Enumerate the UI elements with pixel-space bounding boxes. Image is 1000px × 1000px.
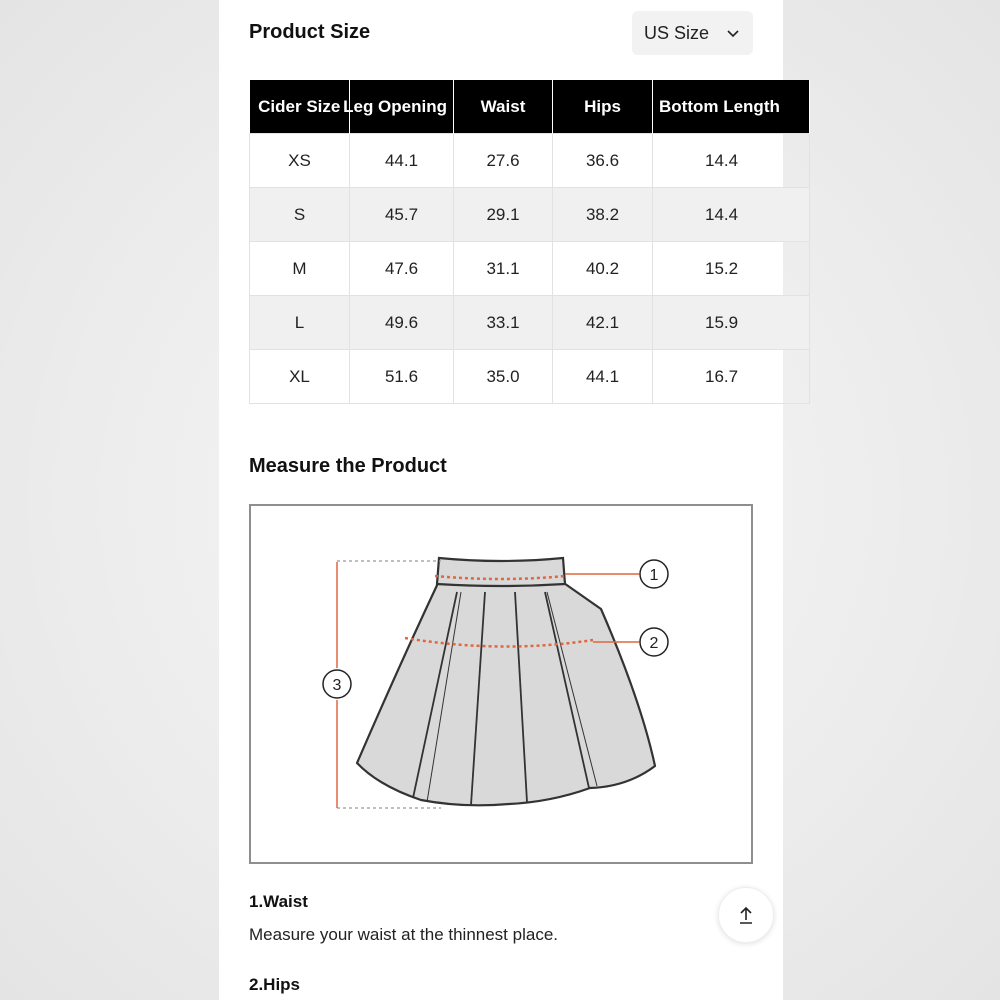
table-cell: M bbox=[250, 242, 350, 296]
size-unit-select[interactable] bbox=[632, 11, 753, 55]
table-cell: 15.9 bbox=[653, 296, 810, 350]
marker-1: 1 bbox=[649, 567, 659, 584]
skirt-illustration bbox=[251, 506, 751, 862]
chevron-down-icon bbox=[725, 25, 741, 41]
size-table-header bbox=[250, 80, 810, 134]
table-cell: XL bbox=[250, 350, 350, 404]
table-cell: 15.2 bbox=[653, 242, 810, 296]
marker-3: 3 bbox=[332, 677, 342, 694]
table-cell: 36.6 bbox=[553, 134, 653, 188]
product-size-title: Product Size bbox=[249, 21, 371, 43]
measure-diagram bbox=[249, 504, 753, 864]
column-header: Leg Opening bbox=[350, 80, 454, 134]
table-cell: 14.4 bbox=[653, 134, 810, 188]
size-table bbox=[249, 80, 810, 404]
table-cell: 38.2 bbox=[553, 188, 653, 242]
table-cell: L bbox=[250, 296, 350, 350]
table-cell: 47.6 bbox=[350, 242, 454, 296]
table-cell: 51.6 bbox=[350, 350, 454, 404]
column-header: Hips bbox=[553, 80, 653, 134]
table-cell: 49.6 bbox=[350, 296, 454, 350]
table-cell: 35.0 bbox=[454, 350, 553, 404]
measure-title: Measure the Product bbox=[249, 455, 447, 477]
table-cell: 42.1 bbox=[553, 296, 653, 350]
table-row bbox=[250, 188, 810, 242]
table-cell: 33.1 bbox=[454, 296, 553, 350]
table-cell: 44.1 bbox=[350, 134, 454, 188]
table-row bbox=[250, 296, 810, 350]
table-cell: 16.7 bbox=[653, 350, 810, 404]
table-cell: XS bbox=[250, 134, 350, 188]
waist-title: 1.Waist bbox=[249, 892, 308, 911]
table-row bbox=[250, 350, 810, 404]
column-header: Waist bbox=[454, 80, 553, 134]
marker-2: 2 bbox=[649, 635, 659, 652]
size-guide-panel bbox=[219, 0, 783, 1000]
table-cell: 27.6 bbox=[454, 134, 553, 188]
waist-description: Measure your waist at the thinnest place. bbox=[249, 925, 558, 944]
skirt-waistband bbox=[437, 558, 565, 586]
column-header: Cider Size bbox=[250, 80, 350, 134]
table-cell: S bbox=[250, 188, 350, 242]
table-cell: 14.4 bbox=[653, 188, 810, 242]
table-cell: 40.2 bbox=[553, 242, 653, 296]
arrow-up-icon bbox=[735, 904, 757, 926]
size-unit-selected: US Size bbox=[644, 22, 710, 43]
table-cell: 31.1 bbox=[454, 242, 553, 296]
table-cell: 44.1 bbox=[553, 350, 653, 404]
size-table-scroll[interactable] bbox=[249, 80, 780, 408]
scroll-to-top-button[interactable] bbox=[718, 887, 774, 943]
table-cell: 45.7 bbox=[350, 188, 454, 242]
table-row bbox=[250, 134, 810, 188]
table-cell: 29.1 bbox=[454, 188, 553, 242]
hips-title: 2.Hips bbox=[249, 975, 301, 994]
table-row bbox=[250, 242, 810, 296]
skirt-body bbox=[357, 581, 655, 805]
column-header: Bottom Length bbox=[653, 80, 810, 134]
